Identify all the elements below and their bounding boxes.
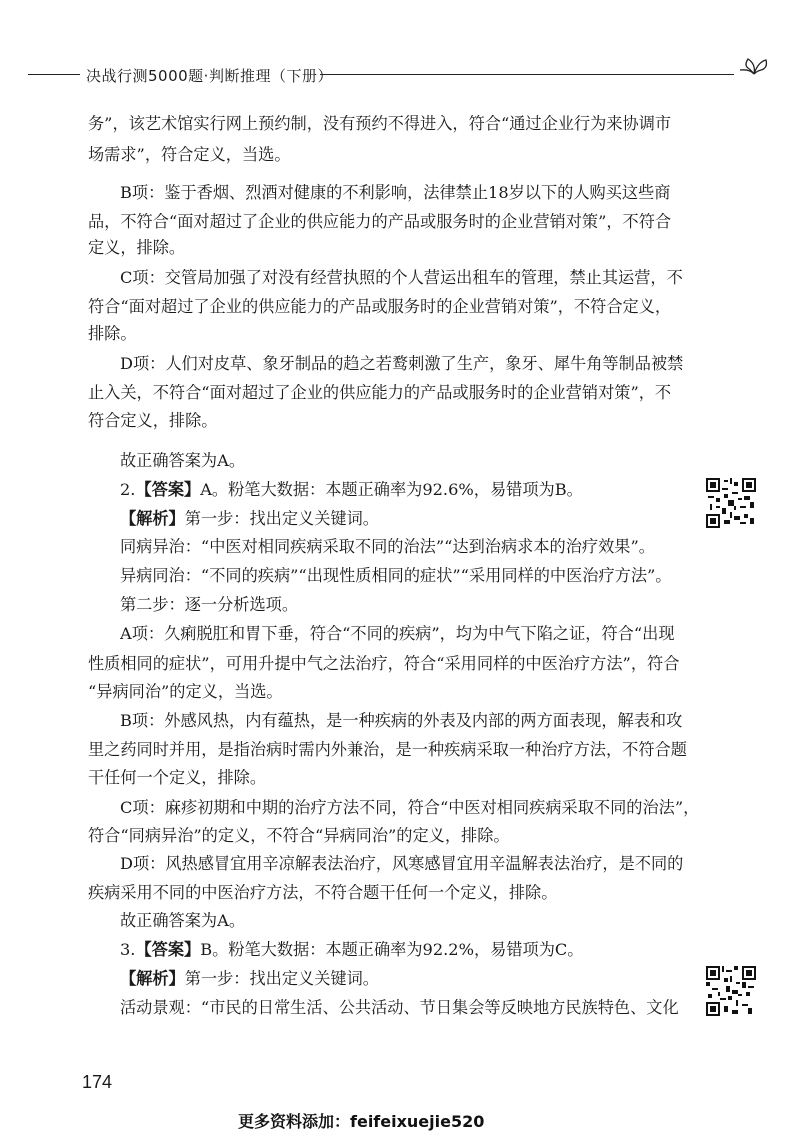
answer-line-q3 [120, 938, 732, 962]
text-line: C项：交管局加强了对没有经营执照的个人营运出租车的管理，禁止其运营，不 [120, 268, 683, 287]
question-number: 2. [120, 480, 136, 499]
qr-code-icon[interactable] [706, 966, 756, 1016]
text-line: 疾病采用不同的中医治疗方法，不符合题干任何一个定义，排除。 [88, 883, 558, 902]
text-line: 务”，该艺术馆实行网上预约制，没有预约不得进入，符合“通过企业行为来协调市 [88, 114, 672, 133]
footer-note: 更多资料添加：feifeixuejie520 [238, 1112, 485, 1131]
analysis-text: 第一步：找出定义关键词。 [184, 509, 379, 528]
answer-tag: 【答案】 [135, 480, 201, 499]
text-line: 故正确答案为A。 [120, 911, 246, 930]
text-line: 止入关，不符合“面对超过了企业的供应能力的产品或服务时的企业营销对策”，不 [88, 383, 672, 402]
analysis-tag: 【解析】 [120, 969, 185, 988]
analysis-line-q3 [120, 967, 732, 991]
text-line: 故正确答案为A。 [120, 451, 246, 470]
analysis-text: 第一步：找出定义关键词。 [184, 969, 379, 988]
text-line: 定义，排除。 [88, 238, 186, 257]
text-line: 场需求”，符合定义，当选。 [88, 145, 291, 164]
text-line: A项：久痢脱肛和胃下垂，符合“不同的疾病”，均为中气下陷之证，符合“出现 [120, 624, 675, 643]
page-number: 174 [82, 1072, 113, 1092]
book-title: 决战行测5000题·判断推理（下册） [86, 67, 333, 85]
text-line: B项：外感风热，内有蕴热，是一种疾病的外表及内部的两方面表现，解表和攻 [120, 711, 683, 730]
text-line: 品，不符合“面对超过了企业的供应能力的产品或服务时的企业营销对策”，不符合 [88, 212, 672, 231]
text-line: 第二步：逐一分析选项。 [120, 595, 299, 614]
text-line: 干任何一个定义，排除。 [88, 768, 267, 787]
text-line: 符合“同病异治”的定义，不符合“异病同治”的定义，排除。 [88, 826, 510, 845]
question-number: 3. [120, 940, 136, 959]
text-line: 异病同治：“不同的疾病”“出现性质相同的症状”“采用同样的中医治疗方法”。 [120, 566, 672, 585]
answer-tag: 【答案】 [135, 940, 201, 959]
qr-code-icon[interactable] [706, 478, 756, 528]
text-line: 同病异治：“中医对相同疾病采取不同的治法”“达到治病求本的治疗效果”。 [120, 537, 655, 556]
answer-line-q2 [120, 478, 732, 502]
analysis-tag: 【解析】 [120, 509, 185, 528]
text-line: 排除。 [88, 324, 137, 343]
text-line: D项：人们对皮草、象牙制品的趋之若鹜刺激了生产，象牙、犀牛角等制品被禁 [120, 354, 684, 373]
text-line: 里之药同时并用，是指治病时需内外兼治，是一种疾病采取一种治疗方法，不符合题 [88, 740, 687, 759]
text-line: “异病同治”的定义，当选。 [88, 682, 283, 701]
text-line: 活动景观：“市民的日常生活、公共活动、节日集会等反映地方民族特色、文化 [120, 998, 679, 1017]
text-line: C项：麻疹初期和中期的治疗方法不同，符合“中医对相同疾病采取不同的治法”， [120, 798, 700, 817]
text-line: D项：风热感冒宜用辛凉解表法治疗，风寒感冒宜用辛温解表法治疗，是不同的 [120, 854, 684, 873]
answer-text: A。粉笔大数据：本题正确率为92.6%，易错项为B。 [200, 480, 583, 499]
text-line: 符合定义，排除。 [88, 411, 218, 430]
text-line: B项：鉴于香烟、烈酒对健康的不利影响，法律禁止18岁以下的人购买这些商 [120, 183, 671, 202]
text-line: 性质相同的症状”，可用升提中气之法治疗，符合“采用同样的中医治疗方法”，符合 [88, 654, 680, 673]
text-line: 符合“面对超过了企业的供应能力的产品或服务时的企业营销对策”，不符合定义， [88, 297, 672, 316]
answer-text: B。粉笔大数据：本题正确率为92.2%，易错项为C。 [200, 940, 584, 959]
analysis-line-q2 [120, 507, 732, 531]
